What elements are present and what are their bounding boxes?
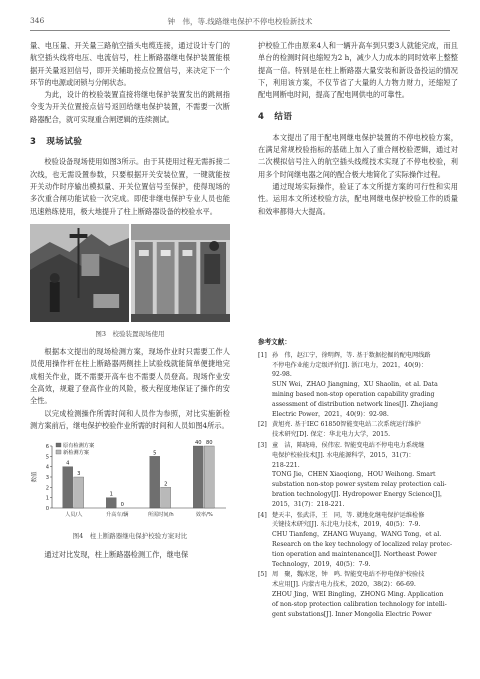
bar-value-label: 3: [77, 471, 81, 478]
section-3-heading: [30, 136, 230, 148]
reference-line: SUN Wei，ZHAO Jiangning，XU Shaolin，et al. Data: [272, 381, 438, 389]
field-photo-right: [131, 224, 230, 322]
reference-line: Research on the key technology of localized relay protec-: [272, 540, 453, 548]
bar-new: [74, 477, 84, 508]
reference-number: [2]: [258, 421, 267, 429]
reference-line: gent substations[J]. Inner Mongolia Electric Power: [272, 610, 432, 618]
bar-value-label: 40: [194, 440, 202, 447]
bar-value-label: 2: [164, 481, 168, 488]
reference-line: Technology，2019，40(5)：7-9.: [272, 560, 371, 568]
bar-value-label: 0: [120, 502, 124, 509]
section-4-title: 结语: [274, 112, 293, 123]
reference-line: TONG Jie，CHEN Xiaoqiong，HOU Weihong. Smart: [272, 471, 436, 479]
section-3-number: 3: [30, 137, 37, 148]
reference-line: CHU Tianfeng，ZHANG Wuyang，WANG Tong，et al.: [272, 531, 442, 539]
after-figure-3-paragraph: 根据本文提出的现场检测方案，现场作业时只需要工作人员使用操作杆在柱上断路器两侧挂上试验线就能简单便捷地完成相关作业，既不需要开高车也不需要人员登高。现场作业安全高效，规避了登高作业的风险，极大程度地保证了操作的安全性。: [30, 347, 230, 406]
reference-line: 黄旭亮. 基于IEC 61850智能变电站二次系统运行维护: [272, 421, 421, 429]
bar-value-label: 80: [205, 440, 213, 447]
reference-item: [258, 351, 458, 420]
closing-paragraph: 通过对比发现，柱上断路器检测工作，继电保: [44, 549, 189, 559]
figure-3-caption: 图3 校验装置现场使用: [95, 329, 165, 338]
reference-line: 周 聚，魏冰迷，钟 鸣. 智能变电站不停电保护校验技: [272, 571, 425, 579]
reference-number: [3]: [258, 441, 267, 449]
y-tick-label: 2: [45, 485, 49, 492]
y-tick-label: 1: [45, 495, 49, 502]
intro-paragraph: 量、电压量、开关量三路航空插头电缆连接，通过设计专门的航空插头线将电压、电流信号，柱上断路器继电保护装置能根据开关量返回信号，即开关辅助接点位置信号，来决定下一个环节的电源或闭锁与分闸状态。: [30, 41, 230, 87]
y-axis-label: 数值: [32, 471, 38, 483]
bar-chart: [30, 436, 230, 524]
figure-3: [30, 224, 230, 340]
section-4-heading: [258, 111, 458, 123]
reference-item: [258, 441, 458, 510]
section-4-number: 4: [258, 112, 265, 123]
reference-line: tion operation and maintenance[J]. Northeast Power: [272, 550, 437, 558]
reference-line: 技术研究[D]. 保定：华北电力大学，2015.: [272, 431, 391, 439]
reference-text: [272, 570, 458, 619]
y-tick-label: 0: [45, 506, 49, 513]
y-tick-label: 6: [45, 444, 49, 451]
bar-new: [204, 446, 214, 508]
field-photo-left: [30, 224, 129, 322]
reference-item: [258, 420, 458, 440]
reference-line: Electric Power，2021，40(9)：92-98.: [272, 410, 389, 418]
reference-text: [272, 351, 458, 420]
reference-line: 2015，31(7)：218-221.: [272, 500, 345, 508]
reference-line: 童 洁，陈晓琦，侯伟宏. 智能变电站不停电电力系统继: [272, 441, 425, 449]
continuation-paragraph: 护校验工作由原来4人和一辆升高车到只要3人就能完成，而且单台的检测时间也缩短为2 h，减少人力成本的同时效率上整整提高一倍。特别是在柱上断路器大量安装和新设备投运的情况下，利用该方案，不仅节省了大量的人力物力财力，还缩短了配电网断电时间，提高了配电网供电的可靠性。: [258, 41, 458, 100]
bar-old: [193, 446, 203, 508]
page-number: 346: [30, 16, 45, 25]
reference-number: [4]: [258, 511, 267, 519]
reference-text: [272, 441, 458, 510]
section-3-title: 现场试验: [46, 137, 83, 148]
reference-list: [258, 351, 458, 620]
reference-line: of non-stop protection calibration technology for intelli-: [272, 600, 447, 608]
reference-line: ZHOU Jing，WEI Bingling，ZHONG Ming. Application: [272, 590, 444, 598]
reference-number: [5]: [258, 571, 267, 579]
x-tick-label: 人员/人: [65, 512, 83, 519]
legend-label: 原有检测方案: [63, 443, 95, 450]
header-rule: [30, 30, 450, 31]
x-tick-label: 效率/%: [195, 512, 213, 519]
y-tick-label: 3: [45, 475, 49, 482]
reference-line: 电保护校验技术[J]. 水电能源科学，2015，31(7)：: [272, 451, 415, 459]
y-tick-label: 5: [45, 454, 49, 461]
bar-old: [106, 498, 116, 508]
reference-line: substation non-stop power system relay protection cali-: [272, 481, 447, 489]
legend-label: 新检测方案: [63, 450, 89, 457]
bar-value-label: 5: [153, 450, 157, 457]
conclusion-paragraph-1: 本文提出了用于配电网继电保护装置的不停电校验方案，在满足常规校验指标的基础上加入了重合闸校验逻辑，通过对二次模拟信号注入的航空插头线缆技术实现了不停电校验，利用多个时间继电器之间的配合极大地简化了实际操作过程。: [258, 132, 458, 179]
reference-line: 孙 伟，赵江宁，徐明辉，等. 基于数据挖掘的配电网线路: [272, 351, 431, 359]
reference-line: 218-221.: [272, 461, 300, 469]
comparison-paragraph: 以完成检测操作所需时间和人员作为参照，对比实施新检测方案前后，继电保护校验作业所需的时间和人员如图4所示。: [30, 408, 230, 430]
reference-line: assessment of distribution network lines[J]. Zhejiang: [272, 400, 438, 408]
legend-swatch: [56, 443, 61, 447]
reference-line: 关键技术研究[J]. 东北电力技术，2019，40(5)：7-9.: [272, 521, 421, 529]
y-tick-label: 4: [45, 464, 49, 471]
reference-text: [272, 511, 458, 570]
left-column: [30, 40, 230, 561]
page-header: [30, 12, 450, 32]
legend-swatch: [56, 450, 61, 454]
reference-line: bration technology[J]. Hydropower Energy Science[J]，: [272, 490, 447, 498]
bar-value-label: 1: [109, 491, 113, 498]
reference-number: [1]: [258, 351, 267, 359]
figure-4: [30, 436, 230, 542]
bar-old: [63, 467, 73, 508]
reference-item: [258, 511, 458, 570]
reference-item: [258, 570, 458, 619]
x-tick-label: 升高车/辆: [106, 512, 129, 519]
reference-text: [272, 420, 458, 440]
reference-line: 92-98.: [272, 371, 292, 379]
bar-value-label: 4: [66, 460, 70, 467]
section-3-paragraph: 校验设备现场使用如图3所示。由于其使用过程无需拆接二次线，也无需设置参数，只要根据开关安装位置，一键就能按开关动作时序输出模拟量、开关位置信号至保护，使得现场的多次重合闸功能试验一次完成。即使非继电保护专业人员也能迅速熟练使用，极大地提升了柱上断路器设备的校验水平。: [30, 157, 230, 216]
conclusion-paragraph-2: 通过现场实际操作，验证了本文所提方案的可行性和实用性。运用本文所述校验方法，配电网继电保护校验工作的质量和效率都得大大提高。: [258, 181, 458, 216]
running-title: 钟 伟，等.线路继电保护不停电校验新技术: [167, 17, 313, 26]
reference-line: 不停电作业能力定级评价[J]. 浙江电力，2021，40(9)：: [272, 361, 428, 369]
references-section: [258, 338, 458, 620]
right-column: [258, 40, 458, 218]
reference-line: 楚天丰，张武洋，王 同，等. 就地化继电保护运维检修: [272, 511, 425, 519]
reference-line: mining based non-stop operation capability grading: [272, 390, 435, 398]
x-tick-label: 所需时间/h: [147, 512, 174, 519]
bar-old: [150, 457, 160, 509]
references-title: 参考文献：: [258, 338, 291, 346]
figure-4-caption: 图4 柱上断路器继电保护校验方案对比: [72, 532, 188, 541]
reference-line: 术应用[J]. 内蒙古电力技术，2020，38(2)：66-69.: [272, 581, 416, 589]
summary-paragraph: 为此，设计的校验装置直接将继电保护装置发出的跳闸指令变为开关位置接点信号返回给继电保护装置，不需要一次断路器配合，就可实现重合闸逻辑的连续测试。: [30, 90, 230, 124]
bar-new: [161, 488, 171, 509]
